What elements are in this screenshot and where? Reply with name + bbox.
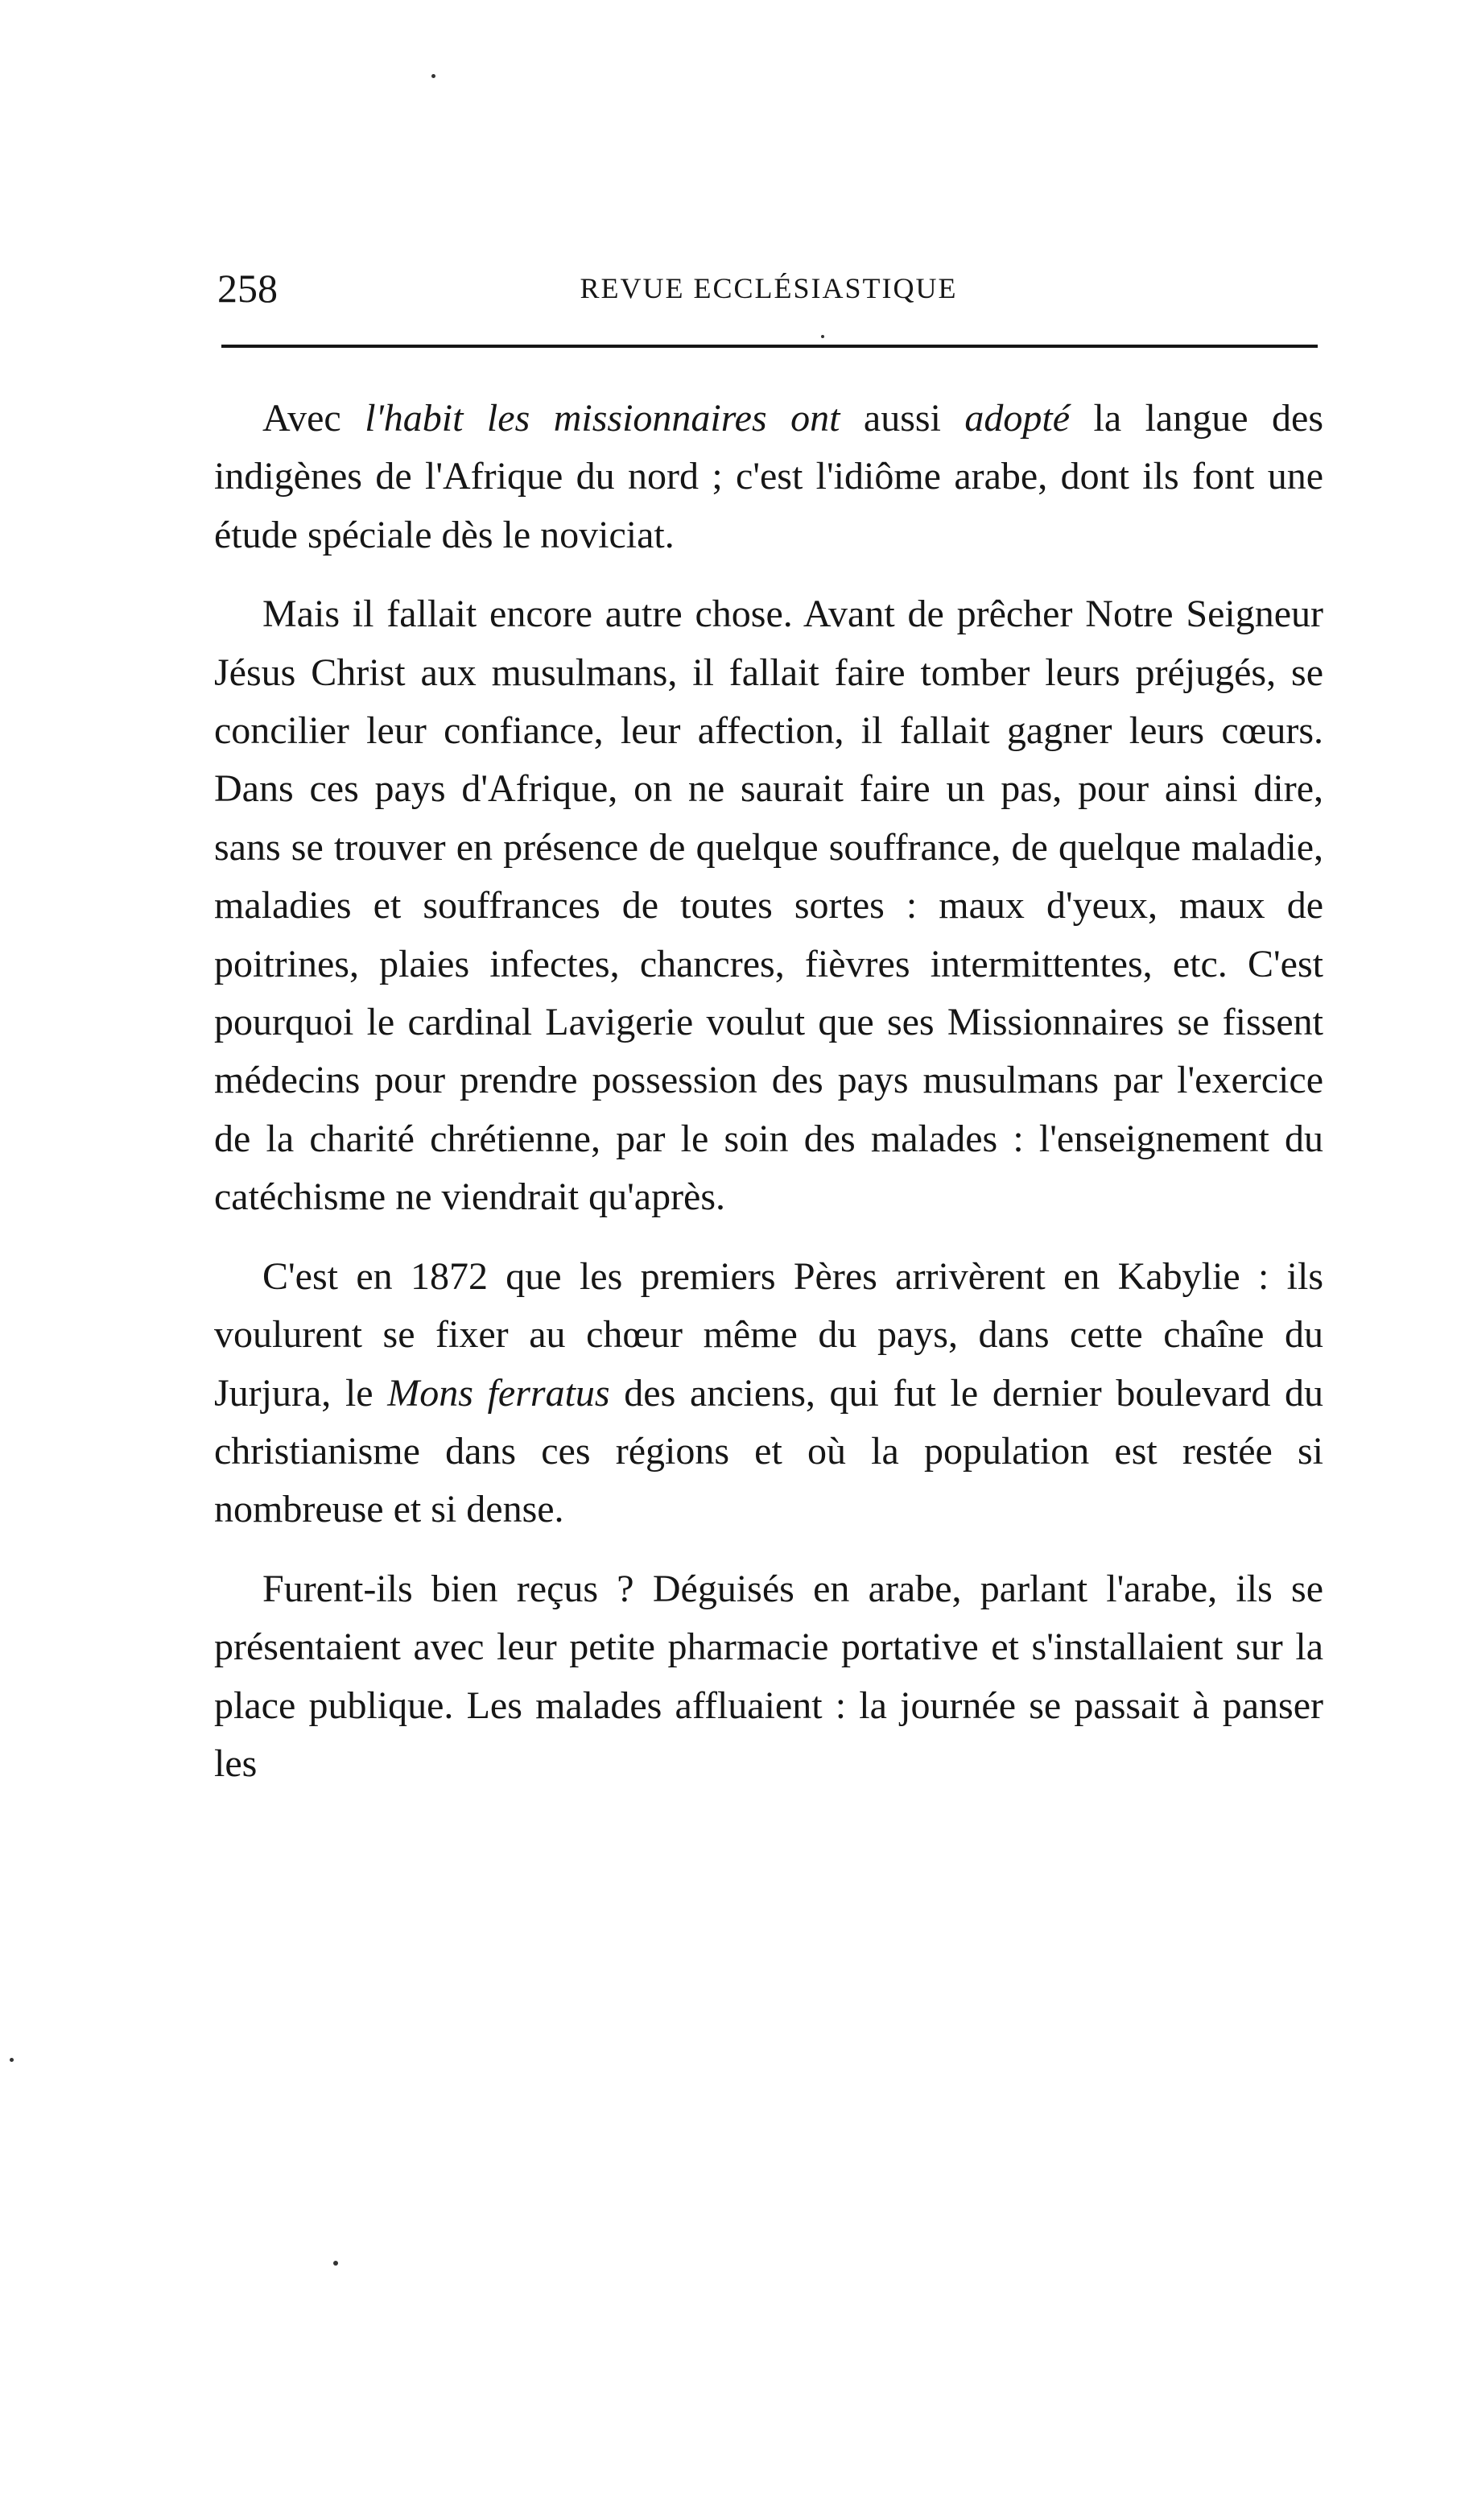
page-number: 258 xyxy=(217,266,278,311)
paragraph-3-italic-latin: Mons ferratus xyxy=(387,1371,610,1415)
paragraph-1-mid: aussi xyxy=(840,397,965,440)
paragraph-1-italic-a: l'habit les missionnaires ont xyxy=(365,397,840,440)
paper-speck xyxy=(10,2058,14,2062)
running-head xyxy=(217,256,1320,320)
journal-title: REVUE ECCLÉSIASTIQUE xyxy=(580,272,958,304)
paper-speck xyxy=(333,2261,338,2266)
paragraph-1-rest: la langue des indigènes de l'Afrique du nord ; c'est l'idiôme arabe, dont ils font une étude spéciale dès le noviciat. xyxy=(214,397,1323,556)
header-rule xyxy=(221,345,1318,348)
paragraph-1-italic-b: adopté xyxy=(964,397,1071,440)
paragraph-1 xyxy=(214,390,1323,564)
paragraph-2: Mais il fallait encore autre chose. Avant de prêcher Notre Seigneur Jésus Christ aux musulmans, il fallait faire tomber leurs préjugés, se concilier leur confiance, leur affection, il fallait gagner leurs cœurs. Dans ces pays d'Afrique, on ne saurait faire un pas, pour ainsi dire, sans se trouver en présence de quelque souffrance, de quelque maladie, maladies et souffrances de toutes sortes : maux d'yeux, maux de poitrines, plaies infectes, chancres, fièvres intermittentes, etc. C'est pourquoi le cardinal Lavigerie voulut que ses Missionnaires se fissent médecins pour prendre possession des pays musulmans par l'exercice de la charité chrétienne, par le soin des malades : l'enseignement du catéchisme ne viendrait qu'après. xyxy=(214,593,1323,1219)
paper-speck xyxy=(821,335,824,338)
body-text xyxy=(214,390,1323,1793)
paragraph-3-lead: C'est en 1872 que les premiers Pères arrivèrent en Kabylie : ils voulurent se fixer au chœur même du pays, dans cette chaîne du Jurjura, le xyxy=(214,1254,1323,1415)
paragraph-3 xyxy=(214,1248,1323,1539)
paragraph-3-rest: des anciens, qui fut le dernier boulevard du christianisme dans ces régions et où la population est restée si nombreuse et si dense. xyxy=(214,1371,1323,1531)
paragraph-4: Furent-ils bien reçus ? Déguisés en arabe, parlant l'arabe, ils se présentaient avec leur petite pharmacie portative et s'installaient sur la place publique. Les malades affluaient : la journée se passait à panser les xyxy=(214,1567,1323,1785)
paper-speck xyxy=(431,74,435,78)
paragraph-1-lead: Avec xyxy=(262,397,365,440)
